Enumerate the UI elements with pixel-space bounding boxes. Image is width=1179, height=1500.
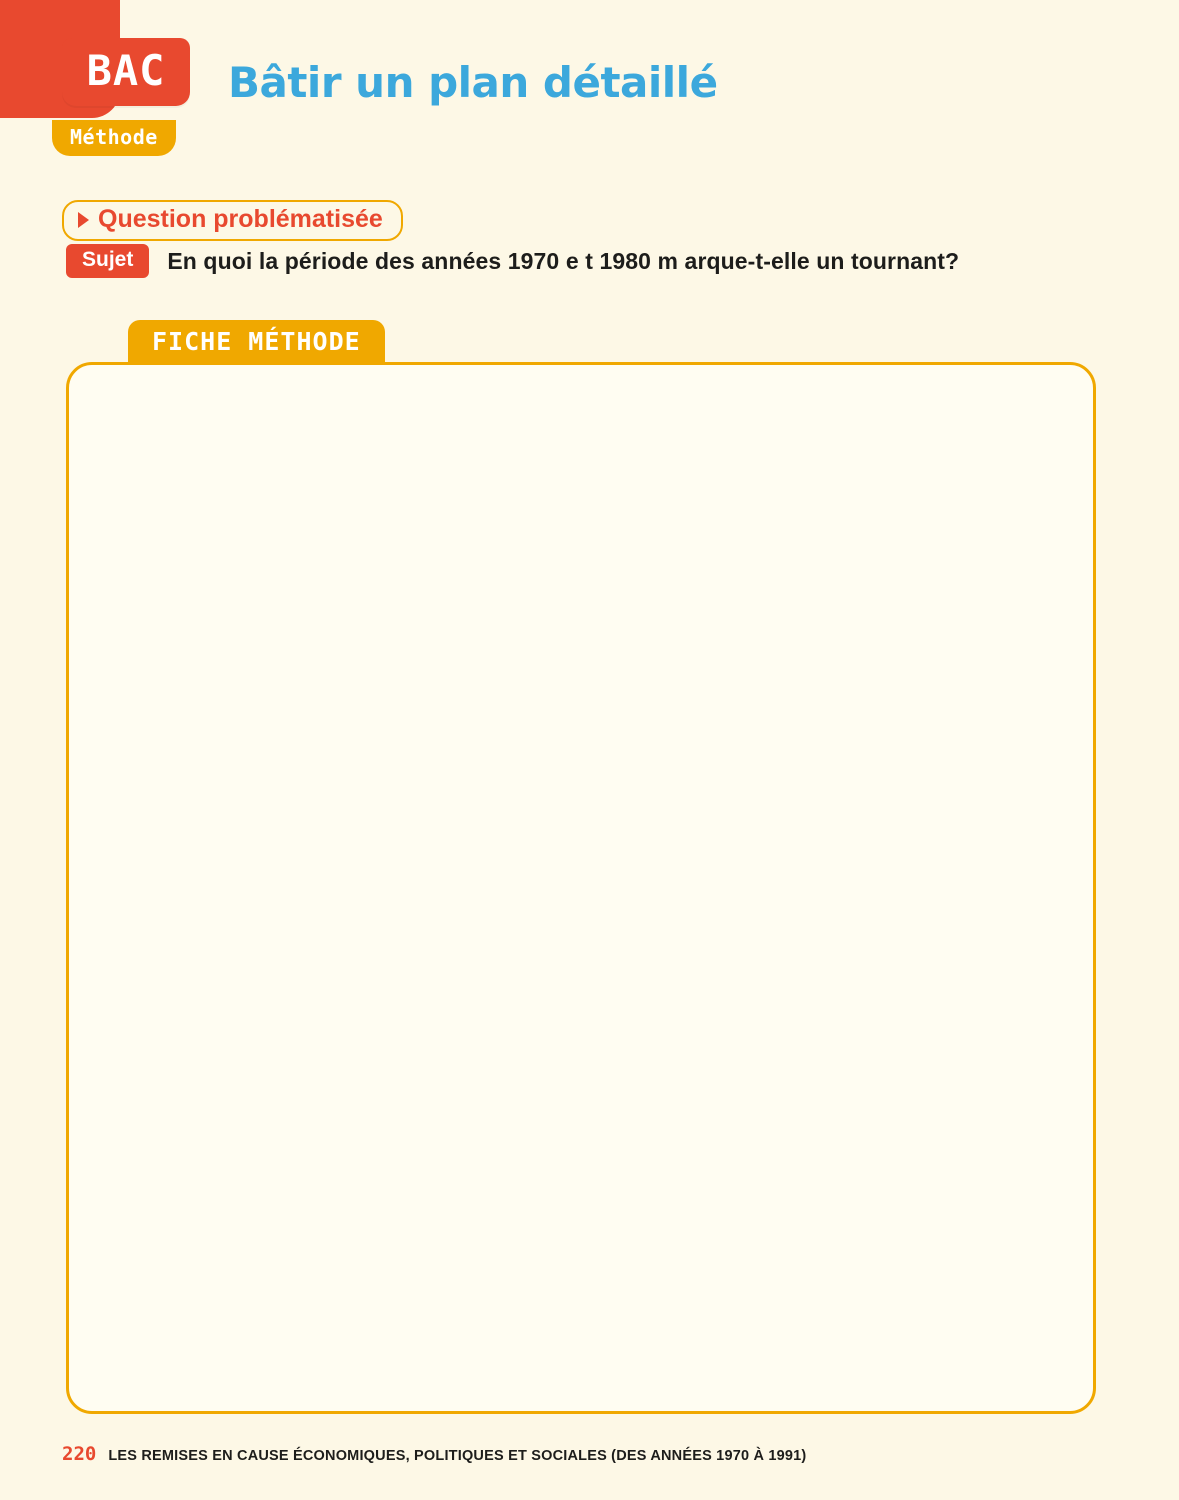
fiche-methode-card <box>66 362 1096 1414</box>
question-problematisee-header <box>62 200 403 241</box>
fiche-methode-tab: FICHE MÉTHODE <box>128 320 385 365</box>
methode-tab-label: Méthode <box>52 120 176 156</box>
footer-page-number: 220 <box>62 1443 97 1465</box>
sujet-badge: Sujet <box>66 244 149 278</box>
sujet-text: En quoi la période des années 1970 e t 1980 m arque-t-elle un tournant? <box>167 247 960 274</box>
page-title: Bâtir un plan détaillé <box>228 58 718 107</box>
bac-tab <box>62 38 190 106</box>
page-footer <box>62 1443 806 1465</box>
question-pill <box>62 200 403 241</box>
sujet-row <box>66 244 959 278</box>
footer-chapter-title: LES REMISES EN CAUSE ÉCONOMIQUES, POLITIQUES ET SOCIALES (DES ANNÉES 1970 À 1991) <box>108 1448 807 1464</box>
question-heading: Question problématisée <box>98 205 383 233</box>
triangle-right-icon <box>78 212 89 228</box>
bac-label: BAC <box>86 46 166 95</box>
